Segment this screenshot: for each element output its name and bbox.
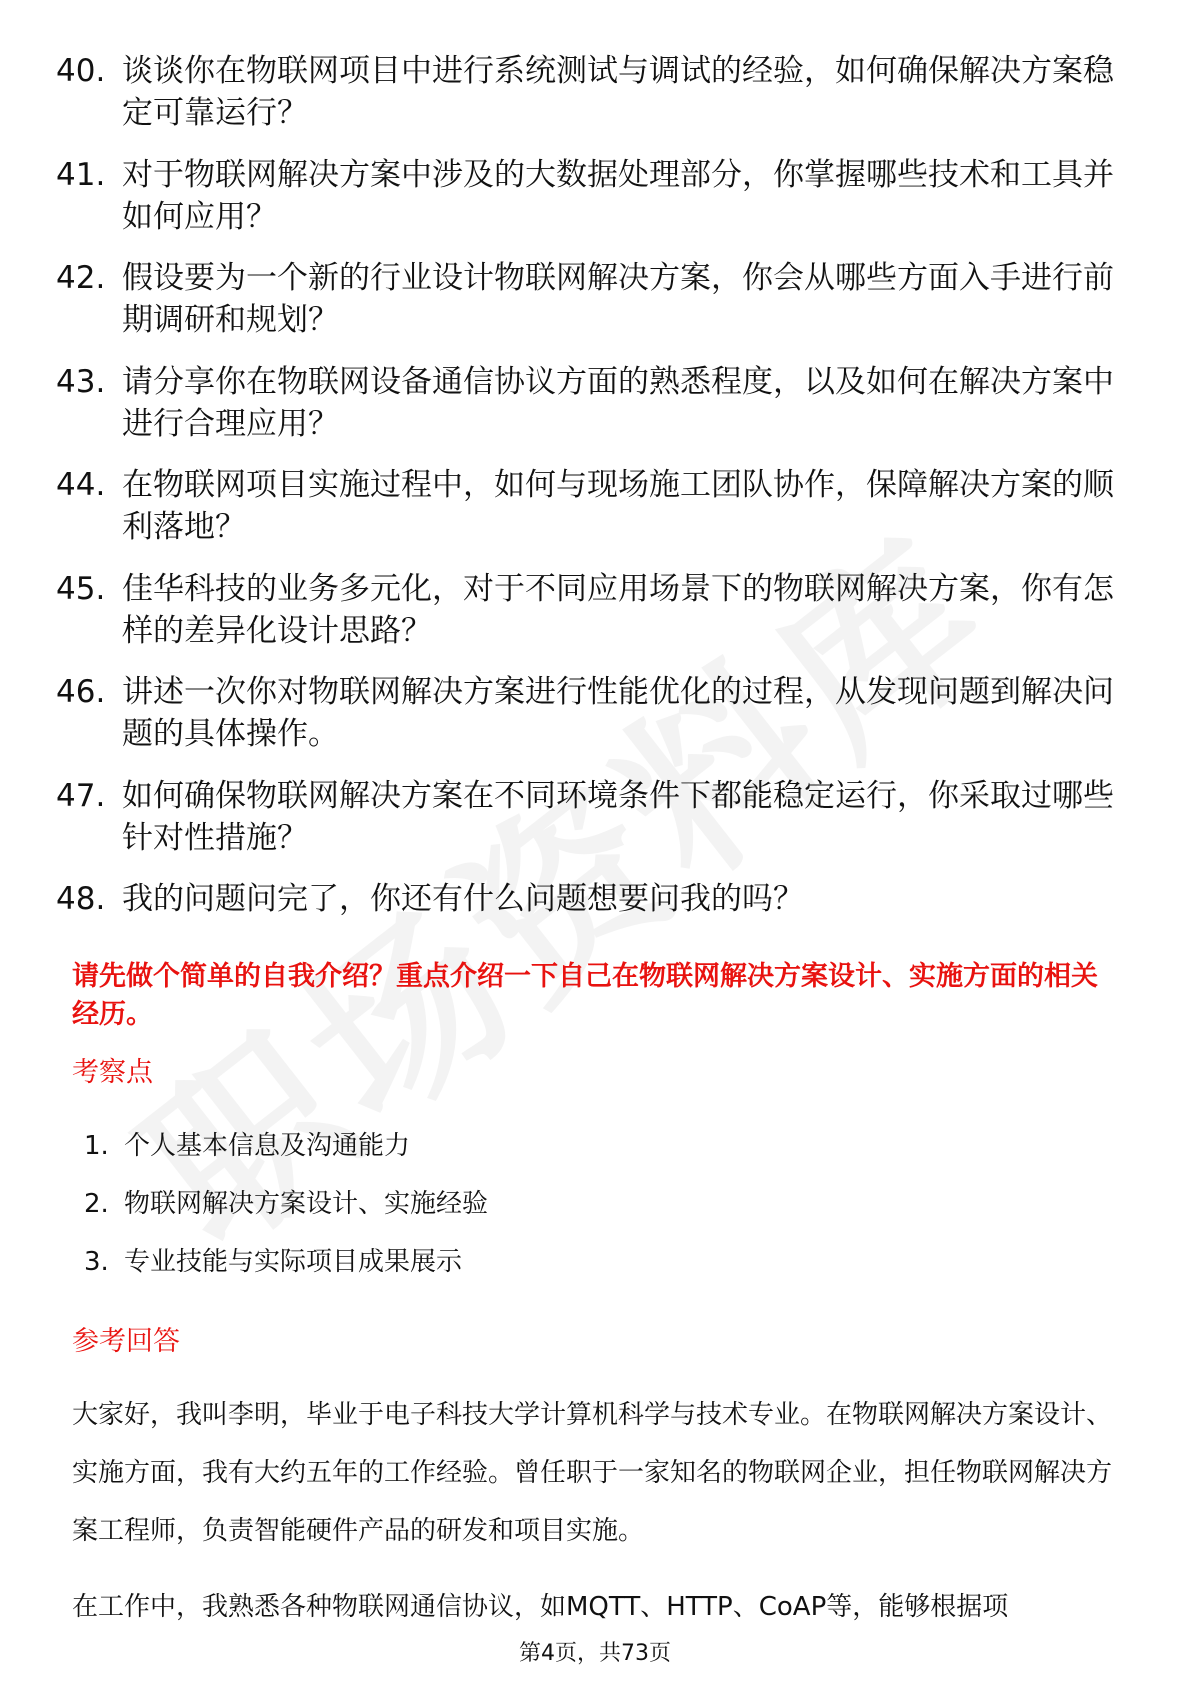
question-item (56, 878, 1116, 920)
focus-label: 考察点 (72, 1057, 153, 1088)
question-number: 44. (56, 467, 106, 503)
answer-label: 参考回答 (72, 1326, 180, 1357)
question-number: 45. (56, 570, 106, 607)
question-number: 41. (56, 156, 106, 193)
question-text: 假设要为一个新的行业设计物联网解决方案，你会从哪些方面入手进行前期调研和规划？ (122, 260, 1114, 338)
focus-point-text: 个人基本信息及沟通能力 (124, 1131, 411, 1161)
answer-paragraph: 大家好，我叫李明，毕业于电子科技大学计算机科学与技术专业。在物联网解决方案设计、实施方面，我有大约五年的工作经验。曾任职于一家知名的物联网企业，担任物联网解决方案工程师，负责智能硬件产品的研发和项目实施。 (72, 1400, 1113, 1546)
question-item (56, 361, 1116, 445)
focus-point-number: 2. (84, 1189, 109, 1219)
question-text: 如何确保物联网解决方案在不同环境条件下都能稳定运行，你采取过哪些针对性措施？ (122, 777, 1114, 856)
focus-point (84, 1244, 488, 1280)
question-text: 在物联网项目实施过程中，如何与现场施工团队协作，保障解决方案的顺利落地？ (122, 467, 1114, 545)
answer-paragraph: 在工作中，我熟悉各种物联网通信协议，如MQTT、HTTP、CoAP等，能够根据项 (72, 1592, 1009, 1622)
question-item (56, 775, 1116, 859)
question-number: 46. (56, 674, 106, 710)
question-text: 请分享你在物联网设备通信协议方面的熟悉程度，以及如何在解决方案中进行合理应用？ (122, 363, 1114, 442)
question-text: 讲述一次你对物联网解决方案进行性能优化的过程，从发现问题到解决问题的具体操作。 (122, 674, 1114, 752)
focus-point-number: 1. (84, 1131, 109, 1161)
question-number: 48. (56, 881, 106, 917)
focus-point (84, 1186, 488, 1222)
question-item (56, 257, 1116, 341)
question-number: 42. (56, 260, 106, 296)
page-footer: 第4页，共73页 (519, 1641, 671, 1666)
question-number: 43. (56, 363, 106, 400)
question-list (56, 50, 1116, 940)
focus-point-number: 3. (84, 1247, 109, 1277)
question-item (56, 671, 1116, 755)
question-item (56, 568, 1116, 652)
focus-point-text: 专业技能与实际项目成果展示 (124, 1247, 463, 1277)
question-item (56, 50, 1116, 134)
question-number: 47. (56, 777, 106, 814)
question-text: 佳华科技的业务多元化，对于不同应用场景下的物联网解决方案，你有怎样的差异化设计思路？ (122, 570, 1114, 649)
focus-point-text: 物联网解决方案设计、实施经验 (124, 1189, 489, 1219)
question-item (56, 464, 1116, 548)
question-text: 对于物联网解决方案中涉及的大数据处理部分，你掌握哪些技术和工具并如何应用？ (122, 156, 1114, 235)
question-number: 40. (56, 53, 106, 89)
question-text: 我的问题问完了，你还有什么问题想要问我的吗？ (122, 881, 804, 917)
highlight-question: 请先做个简单的自我介绍？重点介绍一下自己在物联网解决方案设计、实施方面的相关经历。 (72, 961, 1098, 1030)
question-text: 谈谈你在物联网项目中进行系统测试与调试的经验，如何确保解决方案稳定可靠运行？ (122, 53, 1114, 131)
focus-point (84, 1128, 488, 1164)
question-item (56, 154, 1116, 238)
focus-point-list (84, 1128, 488, 1302)
